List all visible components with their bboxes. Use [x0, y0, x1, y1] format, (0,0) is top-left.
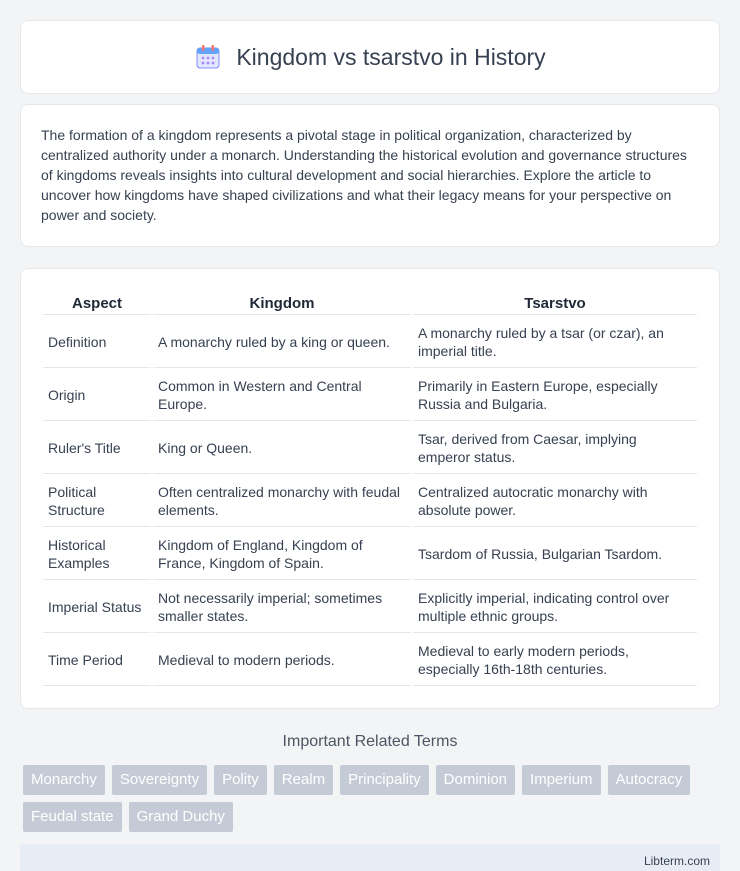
tag-polity[interactable]: Polity [214, 765, 267, 795]
comparison-table [41, 289, 699, 688]
header-kingdom: Kingdom [153, 291, 411, 315]
table-row [43, 635, 697, 686]
cell-tsarstvo: Tsar, derived from Caesar, implying emperor status. [413, 423, 697, 474]
related-terms-section [20, 733, 720, 832]
footer [20, 844, 720, 871]
cell-aspect: Time Period [43, 635, 151, 686]
cell-kingdom: Medieval to modern periods. [153, 635, 411, 686]
cell-kingdom: King or Queen. [153, 423, 411, 474]
table-row [43, 476, 697, 527]
cell-tsarstvo: A monarchy ruled by a tsar (or czar), an imperial title. [413, 317, 697, 368]
intro-text: The formation of a kingdom represents a pivotal stage in political organization, characterized by centralized authority under a monarch. Understanding the historical evolution and governance structures of kingdoms reveals insights into cultural development and social hierarchies. Explore the article to uncover how kingdoms have shaped civilizations and what their legacy means for your perspective on power and society. [41, 127, 687, 223]
tag-autocracy[interactable]: Autocracy [608, 765, 691, 795]
header-aspect: Aspect [43, 291, 151, 315]
cell-aspect: Political Structure [43, 476, 151, 527]
table-row [43, 423, 697, 474]
intro-card [20, 104, 720, 247]
table-header-row [43, 291, 697, 315]
header-tsarstvo: Tsarstvo [413, 291, 697, 315]
tag-realm[interactable]: Realm [274, 765, 333, 795]
cell-tsarstvo: Tsardom of Russia, Bulgarian Tsardom. [413, 529, 697, 580]
cell-kingdom: Not necessarily imperial; sometimes smaller states. [153, 582, 411, 633]
related-terms-tags [20, 765, 720, 832]
header-card [20, 20, 720, 94]
tag-imperium[interactable]: Imperium [522, 765, 601, 795]
cell-aspect: Definition [43, 317, 151, 368]
table-row [43, 529, 697, 580]
cell-kingdom: Kingdom of England, Kingdom of France, Kingdom of Spain. [153, 529, 411, 580]
related-terms-title: Important Related Terms [282, 733, 458, 750]
cell-aspect: Historical Examples [43, 529, 151, 580]
table-row [43, 582, 697, 633]
cell-kingdom: A monarchy ruled by a king or queen. [153, 317, 411, 368]
cell-aspect: Imperial Status [43, 582, 151, 633]
footer-site-link[interactable]: Libterm.com [643, 854, 710, 868]
cell-kingdom: Common in Western and Central Europe. [153, 370, 411, 421]
table-row [43, 317, 697, 368]
cell-aspect: Origin [43, 370, 151, 421]
cell-tsarstvo: Medieval to early modern periods, especially 16th-18th centuries. [413, 635, 697, 686]
tag-principality[interactable]: Principality [340, 765, 429, 795]
tag-sovereignty[interactable]: Sovereignty [112, 765, 207, 795]
page-title: Kingdom vs tsarstvo in History [236, 43, 546, 70]
tag-feudal-state[interactable]: Feudal state [23, 802, 122, 832]
calendar-icon [194, 43, 222, 71]
table-row [43, 370, 697, 421]
cell-tsarstvo: Explicitly imperial, indicating control over multiple ethnic groups. [413, 582, 697, 633]
comparison-table-card [20, 268, 720, 709]
tag-dominion[interactable]: Dominion [436, 765, 515, 795]
cell-tsarstvo: Primarily in Eastern Europe, especially Russia and Bulgaria. [413, 370, 697, 421]
cell-kingdom: Often centralized monarchy with feudal elements. [153, 476, 411, 527]
cell-tsarstvo: Centralized autocratic monarchy with absolute power. [413, 476, 697, 527]
cell-aspect: Ruler's Title [43, 423, 151, 474]
tag-grand-duchy[interactable]: Grand Duchy [129, 802, 233, 832]
tag-monarchy[interactable]: Monarchy [23, 765, 105, 795]
